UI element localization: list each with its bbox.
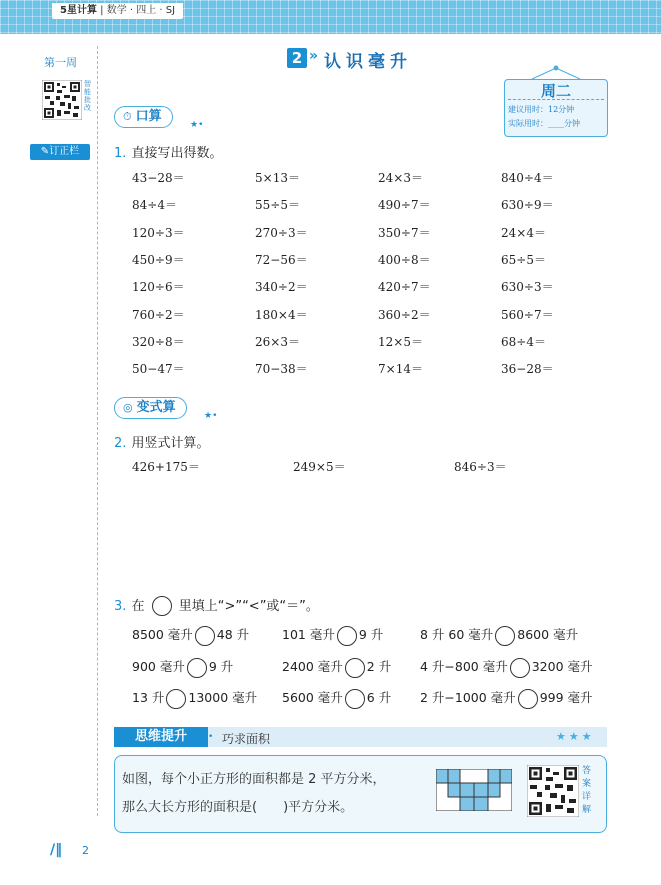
thinking-tag: 思维提升 — [114, 727, 208, 747]
answer-circle[interactable] — [337, 626, 357, 646]
page-mark-icon: /‖ — [50, 842, 63, 858]
question-1 — [114, 142, 223, 161]
oral-calc-item: 24×4＝ — [501, 225, 546, 240]
compare-right: 9 升 — [358, 627, 384, 642]
compare-left: 8 升 60 毫升 — [420, 627, 494, 642]
compare-right: 2 升 — [366, 659, 392, 674]
compare-item — [420, 657, 593, 678]
oral-calc-item: 490÷7＝ — [378, 198, 431, 213]
oral-calc-item: 420÷7＝ — [378, 280, 431, 295]
compare-item — [282, 688, 391, 709]
day-label: 周二 — [540, 82, 571, 100]
page-title: 认识毫升 — [324, 52, 412, 72]
oral-calc-item: 630÷3＝ — [501, 280, 554, 295]
compare-item — [132, 625, 249, 646]
compare-right: 13000 毫升 — [188, 690, 258, 705]
oral-calc-item: 36−28＝ — [501, 362, 554, 377]
oral-calc-item: 43−28＝ — [132, 171, 185, 185]
vertical-calc-item: 249×5＝ — [293, 460, 346, 474]
thinking-subtitle: 巧求面积 — [222, 732, 271, 746]
oral-calc-item: 340÷2＝ — [255, 280, 308, 295]
page-number: 2 — [82, 844, 89, 857]
oral-calc-item: 400÷8＝ — [378, 252, 431, 267]
compare-item — [132, 657, 233, 678]
star-icon: ★• — [204, 411, 218, 421]
section-oral-calc — [114, 106, 173, 128]
thinking-line-1: 如图，每个小正方形的面积都是 2 平方分米， — [122, 772, 386, 787]
section-label: 变式算 — [136, 400, 176, 415]
header-divider: | — [100, 5, 107, 16]
oral-calc-item: 120÷6＝ — [132, 280, 185, 295]
question-text: 用竖式计算。 — [131, 436, 210, 451]
oral-calc-item: 55÷5＝ — [255, 198, 300, 213]
oral-calc-item: 630÷9＝ — [501, 198, 554, 213]
compare-item — [282, 657, 391, 678]
answer-qr-caption: 答案详解 — [582, 766, 592, 815]
oral-calc-item: 350÷7＝ — [378, 225, 431, 240]
question-3 — [114, 595, 319, 616]
thinking-line-2: 那么大长方形的面积是( )平方分米。 — [122, 800, 354, 815]
difficulty-stars: ★★★ — [556, 730, 595, 743]
connector-icon: • — [208, 732, 214, 742]
vertical-calc-item: 846÷3＝ — [454, 460, 507, 474]
answer-qr-code-icon[interactable] — [527, 765, 579, 817]
oral-calc-item: 12×5＝ — [378, 334, 423, 349]
compare-right: 3200 毫升 — [531, 659, 593, 674]
oral-calc-item: 5×13＝ — [255, 171, 300, 185]
section-vertical-calc — [114, 397, 187, 419]
answer-circle[interactable] — [495, 626, 515, 646]
compare-left: 101 毫升 — [282, 627, 335, 642]
day-card-divider — [508, 99, 604, 100]
chevron-right-icon: » — [309, 48, 319, 64]
compare-right: 48 升 — [216, 627, 250, 642]
answer-circle[interactable] — [345, 658, 365, 678]
compare-left: 8500 毫升 — [132, 627, 193, 642]
answer-circle[interactable] — [518, 689, 538, 709]
target-icon: ◎ — [123, 401, 133, 414]
compare-left: 2400 毫升 — [282, 659, 343, 674]
oral-calc-item: 26×3＝ — [255, 334, 300, 349]
square-figure — [436, 769, 512, 811]
question-number: 2. — [114, 436, 127, 451]
lesson-number: 2 — [287, 48, 307, 68]
hanger-icon — [528, 64, 584, 80]
oral-calc-item: 68÷4＝ — [501, 334, 546, 349]
oral-calc-item: 760÷2＝ — [132, 307, 185, 322]
qr-code-icon[interactable] — [42, 80, 82, 120]
compare-left: 5600 毫升 — [282, 690, 343, 705]
series-name: 5星计算 — [60, 5, 97, 16]
compare-right: 6 升 — [366, 690, 392, 705]
oral-calc-item: 72−56＝ — [255, 252, 308, 267]
oral-calc-item: 560÷7＝ — [501, 307, 554, 322]
correction-tag — [30, 144, 90, 160]
answer-circle[interactable] — [166, 689, 186, 709]
oral-calc-item: 270÷3＝ — [255, 225, 308, 240]
answer-circle[interactable] — [510, 658, 530, 678]
oral-calc-item: 360÷2＝ — [378, 307, 431, 322]
oral-calc-item: 24×3＝ — [378, 171, 423, 185]
compare-right: 9 升 — [208, 659, 234, 674]
question-number: 3. — [114, 599, 127, 614]
compare-item — [420, 688, 593, 709]
oral-calc-item: 320÷8＝ — [132, 334, 185, 349]
oral-calc-item: 84÷4＝ — [132, 198, 177, 213]
question-number: 1. — [114, 146, 127, 161]
compare-right: 8600 毫升 — [517, 627, 579, 642]
compare-item — [420, 625, 578, 646]
oral-calc-item: 70−38＝ — [255, 362, 308, 377]
question-text-post: 里填上“>”“<”或“＝”。 — [178, 599, 319, 614]
answer-circle[interactable] — [187, 658, 207, 678]
compare-left: 2 升−1000 毫升 — [420, 690, 516, 705]
compare-item — [282, 625, 383, 646]
subject-label: 数学 · 四上 · SJ — [106, 5, 176, 16]
correction-label: 订正栏 — [49, 146, 80, 157]
suggested-time: 建议用时：12分钟 — [508, 105, 575, 114]
compare-left: 900 毫升 — [132, 659, 185, 674]
vertical-calc-item: 426+175＝ — [132, 460, 200, 474]
week-label: 第一周 — [44, 56, 77, 69]
oral-calc-item: 180×4＝ — [255, 307, 308, 322]
section-label: 口算 — [135, 109, 162, 124]
oral-calc-item: 450÷9＝ — [132, 252, 185, 267]
question-text: 直接写出得数。 — [131, 146, 223, 161]
question-text-pre: 在 — [131, 599, 145, 614]
pencil-icon: ✎ — [40, 146, 50, 157]
stopwatch-icon: ⏱ — [123, 110, 132, 123]
compare-left: 13 升 — [132, 690, 165, 705]
compare-item — [132, 688, 257, 709]
compare-right: 999 毫升 — [539, 690, 593, 705]
answer-circle[interactable] — [195, 626, 215, 646]
margin-divider — [97, 46, 98, 816]
oral-calc-item: 50−47＝ — [132, 362, 185, 377]
star-icon: ★• — [190, 120, 204, 130]
question-2 — [114, 432, 210, 451]
oral-calc-item: 120÷3＝ — [132, 225, 185, 240]
qr-caption: 智能批改 — [84, 80, 91, 112]
compare-left: 4 升−800 毫升 — [420, 659, 508, 674]
answer-circle — [152, 596, 172, 616]
answer-circle[interactable] — [345, 689, 365, 709]
header-tab — [52, 3, 183, 19]
oral-calc-item: 840÷4＝ — [501, 171, 554, 185]
oral-calc-item: 65÷5＝ — [501, 252, 546, 267]
oral-calc-item: 7×14＝ — [378, 362, 423, 377]
actual-time: 实际用时：____分钟 — [508, 119, 580, 128]
